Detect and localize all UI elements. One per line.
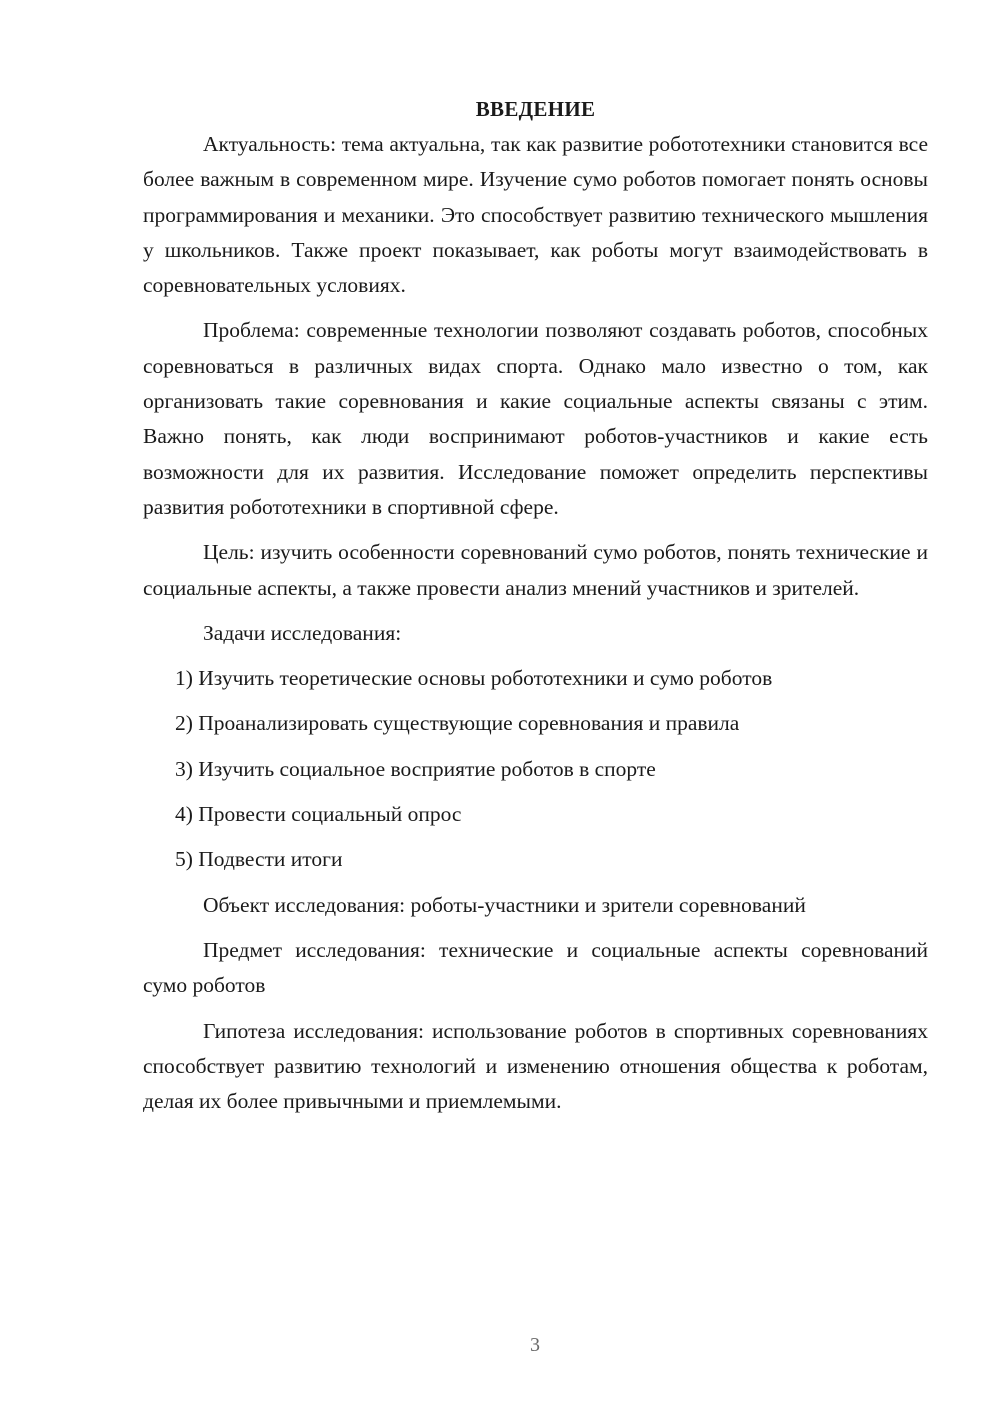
paragraph-hypothesis: Гипотеза исследования: использование роботов в спортивных соревнованиях способствует развитию технологий и изменению отношения общества к роботам, делая их более привычными и приемлемыми. [143, 1018, 928, 1114]
tasks-list [143, 661, 928, 877]
list-item: 5) Подвести итоги [175, 847, 343, 872]
section-title: ВВЕДЕНИЕ [475, 97, 596, 121]
paragraph-problem: Проблема: современные технологии позволяют создавать роботов, способных соревноваться в различных видах спорта. Однако мало известно о том, как организовать такие соревнования и какие социальные аспекты связаны с этим. Важно понять, как люди воспринимают роботов-участников и какие есть возможности для их развития. Исследование поможет определить перспективы развития робототехники в спортивной сфере. [143, 318, 928, 519]
list-item: 2) Проанализировать существующие соревнования и правила [175, 711, 740, 736]
list-item: 3) Изучить социальное восприятие роботов в спорте [175, 756, 656, 781]
paragraph-relevance: Актуальность: тема актуальна, так как развитие робототехники становится все более важным в современном мире. Изучение сумо роботов помогает понять основы программирования и механики. Это способствует развитию технического мышления у школьников. Также проект показывает, как роботы могут взаимодействовать в соревновательных условиях. [143, 132, 928, 298]
paragraph-goal: Цель: изучить особенности соревнований сумо роботов, понять технические и социальные аспекты, а также провести анализ мнений участников и зрителей. [143, 540, 928, 600]
list-item: 1) Изучить теоретические основы робототехники и сумо роботов [175, 666, 773, 691]
document-page [143, 92, 928, 1129]
list-item: 4) Провести социальный опрос [175, 802, 462, 827]
page-number: 3 [530, 1334, 540, 1356]
paragraph-subject: Предмет исследования: технические и социальные аспекты соревнований сумо роботов [143, 937, 928, 998]
tasks-heading: Задачи исследования: [203, 620, 402, 645]
paragraph-object: Объект исследования: роботы-участники и зрители соревнований [203, 892, 806, 917]
